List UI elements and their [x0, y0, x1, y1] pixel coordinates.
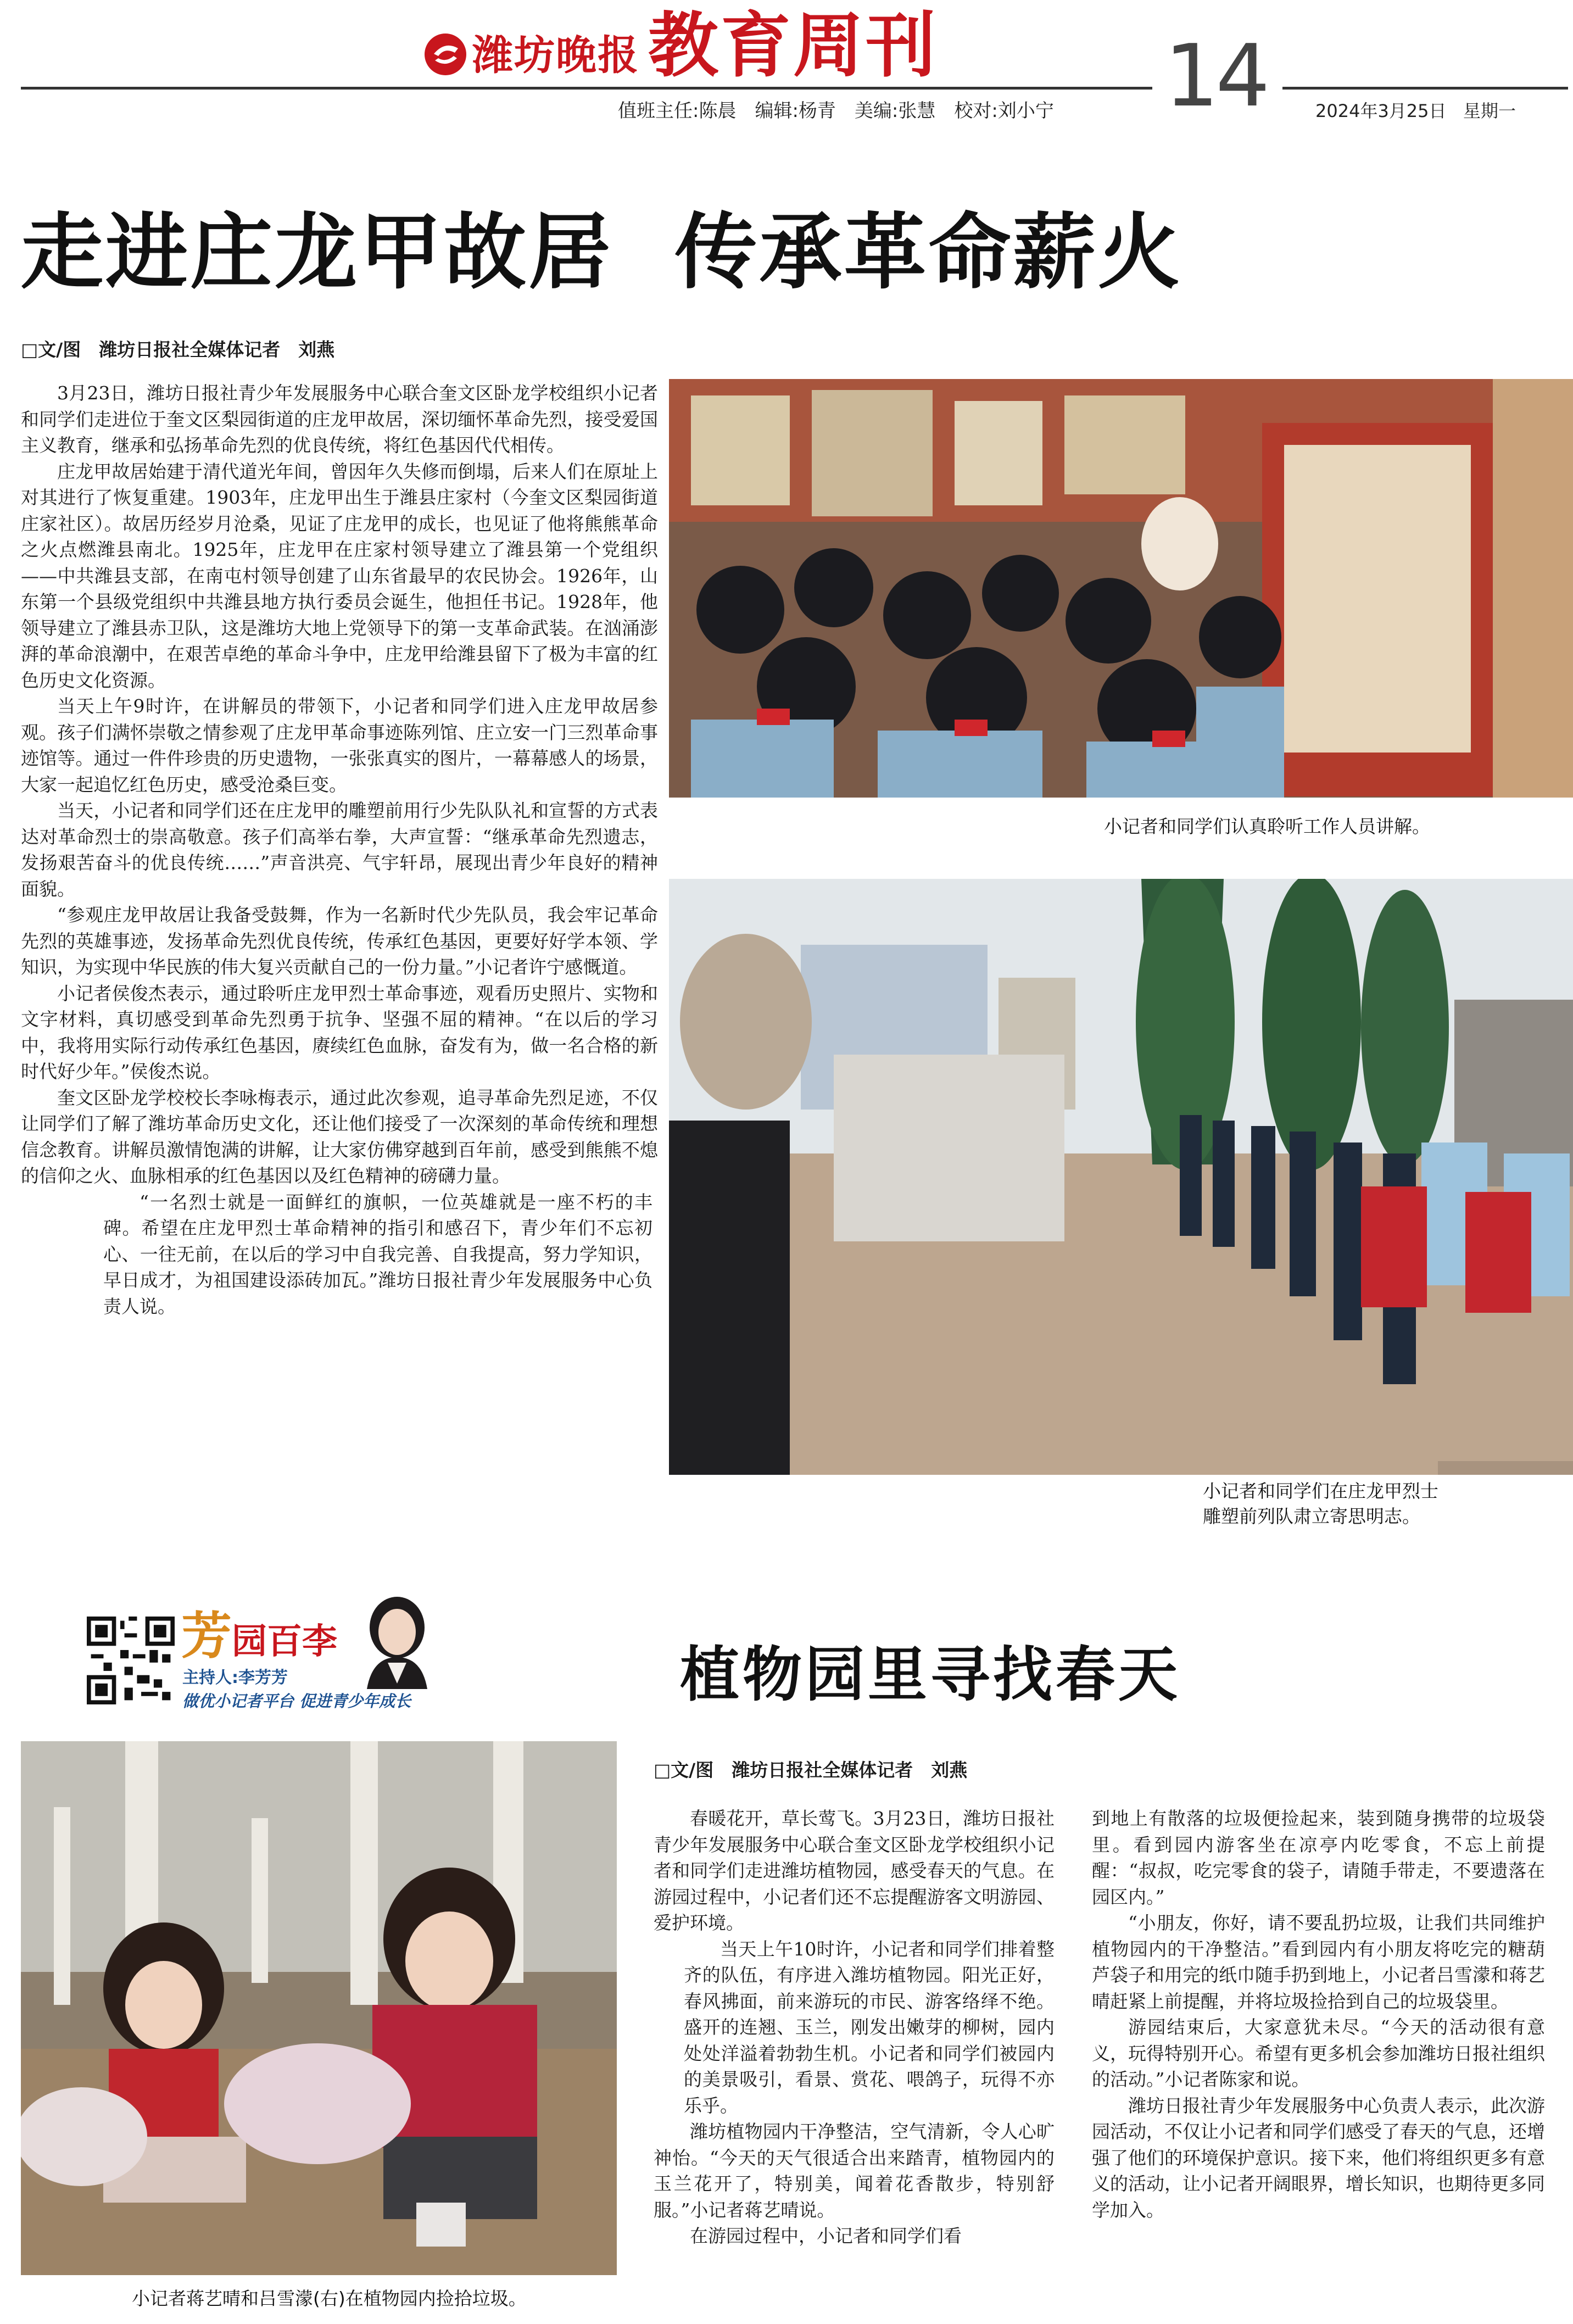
photo1-caption: 小记者和同学们认真聆听工作人员讲解。 [1104, 816, 1430, 837]
article1-body [21, 380, 658, 1479]
weekday-text: 星期一 [1463, 101, 1516, 121]
column-host: 主持人:李芳芳 [182, 1668, 288, 1687]
article1-headline: 走进庄龙甲故居 传承革命薪火 [21, 205, 1182, 300]
article1-paragraph: 奎文区卧龙学校校长李咏梅表示，通过此次参观，追寻革命先烈足迹，不仅让同学们了解了潍坊革命历史文化，还让他们接受了一次深刻的革命传统和理想信念教育。讲解员激情饱满的讲解，让大家仿佛穿越到百年前，感受到熊熊不熄的信仰之火、血脉相承的红色基因以及红色精神的磅礴力量。 [21, 1086, 658, 1186]
date-text: 2024年3月25日 [1315, 101, 1447, 121]
article1-paragraph: 小记者侯俊杰表示，通过聆听庄龙甲烈士革命事迹，观看历史照片、实物和文字材料，真切感受到革命先烈勇于抗争、坚强不屈的精神。“在以后的学习中，我将用实际行动传承红色基因，赓续红色血脉，奋发有为，做一名合格的新时代好少年。”侯俊杰说。 [21, 982, 658, 1082]
article2-paragraph: 潍坊植物园内干净整洁，空气清新，令人心旷神怡。“今天的天气很适合出来踏青，植物园内的玉兰花开了，特别美，闻着花香散步，特别舒服。”小记者蒋艺晴说。 [654, 2121, 1055, 2221]
issue-date [1315, 98, 1516, 124]
article1-paragraph: 当天上午9时许，在讲解员的带领下，小记者和同学们进入庄龙甲故居参观。孩子们满怀崇敬之情参观了庄龙甲革命事迹陈列馆、庄立安一门三烈革命事迹馆等。通过一件件珍贵的历史遗物，一张张真实的图片，一幕幕感人的场景，大家一起追忆红色历史，感受沧桑巨变。 [21, 695, 658, 795]
column-title [181, 1606, 337, 1672]
column-slogan: 做优小记者平台 促进青少年成长 [182, 1692, 411, 1710]
article2-headline: 植物园里寻找春天 [680, 1641, 1181, 1709]
host-avatar [361, 1596, 433, 1689]
article2-paragraph: 潍坊日报社青少年发展服务中心负责人表示，此次游园活动，不仅让小记者和同学们感受了春天的气息，还增强了他们的环境保护意识。接下来，他们将组织更多有意义的活动，让小记者开阔眼界，增长知识，也期待更多同学加入。 [1092, 2094, 1545, 2221]
qr-code-icon [87, 1617, 175, 1704]
column-banner [77, 1596, 439, 1722]
article1-byline: □文/图 潍坊日报社全媒体记者 刘燕 [21, 339, 335, 360]
statue-photo-illustration [669, 879, 1573, 1475]
garden-photo-illustration [21, 1741, 617, 2275]
masthead-rule [21, 87, 1152, 90]
photo2-caption-line2: 雕塑前列队肃立寄思明志。 [1203, 1506, 1420, 1527]
article2-byline: □文/图 潍坊日报社全媒体记者 刘燕 [654, 1759, 968, 1781]
article1-paragraph: 当天，小记者和同学们还在庄龙甲的雕塑前用行少先队队礼和宣誓的方式表达对革命烈士的崇高敬意。孩子们高举右拳，大声宣誓：“继承革命先烈遗志，发扬艰苦奋斗的优良传统……”声音洪亮、气宇轩昂，展现出青少年良好的精神面貌。 [21, 800, 658, 900]
article2-paragraph: “小朋友，你好，请不要乱扔垃圾，让我们共同维护植物园内的干净整洁。”看到园内有小朋友将吃完的糖葫芦袋子和用完的纸巾随手扔到地上，小记者吕雪濛和蒋艺晴赶紧上前提醒，并将垃圾捡拾到自己的垃圾袋里。 [1092, 1912, 1545, 2012]
article2-paragraph: 当天上午10时许，小记者和同学们排着整齐的队伍，有序进入潍坊植物园。阳光正好，春风拂面，前来游玩的市民、游客络绎不绝。盛开的连翘、玉兰，刚发出嫩芽的柳树，园内处处洋溢着勃勃生机。小记者和同学们被园内的美景吸引，看景、赏花、喂鸽子，玩得不亦乐乎。 [684, 1938, 1055, 2116]
paper-logo-icon [423, 32, 468, 77]
photo2-caption [1203, 1479, 1438, 1529]
paper-name: 潍坊晚报 [472, 32, 639, 79]
section-title: 教育周刊 [648, 4, 939, 87]
column-title-char: 芳 [181, 1606, 232, 1665]
article1-paragraph: “参观庄龙甲故居让我备受鼓舞，作为一名新时代少先队员，我会牢记革命先烈的英雄事迹，发扬革命先烈优良传统，传承红色基因，更要好好学本领、学知识，为实现中华民族的伟大复兴贡献自己的一份力量。”小记者许宁感慨道。 [21, 904, 658, 978]
photo-statue-ceremony [669, 879, 1573, 1475]
museum-photo-illustration [669, 379, 1573, 798]
article2-paragraph: 在游园过程中，小记者和同学们看 [690, 2225, 962, 2247]
column-title-rest: 园百李 [232, 1621, 338, 1662]
article2-column-2 [1092, 1805, 1545, 2305]
photo2-caption-line1: 小记者和同学们在庄龙甲烈士 [1203, 1480, 1438, 1502]
editor-credits: 值班主任:陈晨 编辑:杨青 美编:张慧 校对:刘小宁 [618, 100, 1054, 122]
article1-paragraph: 庄龙甲故居始建于清代道光年间，曾因年久失修而倒塌，后来人们在原址上对其进行了恢复重建。1903年，庄龙甲出生于潍县庄家村（今奎文区梨园街道庄家社区）。故居历经岁月沧桑，见证了庄龙甲的成长，也见证了他将熊熊革命之火点燃潍县南北。1925年，庄龙甲在庄家村领导建立了潍县第一个党组织——中共潍县支部，在南屯村领导创建了山东省最早的农民协会。1926年，山东第一个县级党组织中共潍县地方执行委员会诞生，他担任书记。1928年，他领导建立了潍县赤卫队，这是潍坊大地上党领导下的第一支革命武装。在汹涌澎湃的革命浪潮中，在艰苦卓绝的革命斗争中，庄龙甲给潍县留下了极为丰富的红色历史文化资源。 [21, 460, 658, 691]
masthead-rule-right [1282, 87, 1568, 90]
page-number: 14 [1164, 26, 1267, 126]
article2-column-1 [654, 1805, 1055, 2305]
article2-paragraph: 游园结束后，大家意犹未尽。“今天的活动很有意义，玩得特别开心。希望有更多机会参加潍坊日报社组织的活动。”小记者陈家和说。 [1092, 2016, 1545, 2090]
article2-paragraph: 春暖花开，草长莺飞。3月23日，潍坊日报社青少年发展服务中心联合奎文区卧龙学校组织小记者和同学们走进潍坊植物园，感受春天的气息。在游园过程中，小记者们还不忘提醒游客文明游园、爱护环境。 [654, 1808, 1055, 1933]
photo-museum-lecture [669, 379, 1573, 798]
article1-paragraph: “一名烈士就是一面鲜红的旗帜，一位英雄就是一座不朽的丰碑。希望在庄龙甲烈士革命精神的指引和感召下，青少年们不忘初心、一往无前，在以后的学习中自我完善、自我提高，努力学知识，早日成才，为祖国建设添砖加瓦。”潍坊日报社青少年发展服务中心负责人说。 [103, 1191, 652, 1317]
article1-paragraph: 3月23日，潍坊日报社青少年发展服务中心联合奎文区卧龙学校组织小记者和同学们走进位于奎文区梨园街道的庄龙甲故居，深切缅怀革命先烈，接受爱国主义教育，继承和弘扬革命先烈的优良传统，将红色基因代代相传。 [21, 382, 658, 456]
article2-paragraph-continued: 到地上有散落的垃圾便捡起来，装到随身携带的垃圾袋里。看到园内游客坐在凉亭内吃零食，不忘上前提醒：“叔叔，吃完零食的袋子，请随手带走，不要遗落在园区内。” [1092, 1808, 1545, 1908]
photo3-caption: 小记者蒋艺晴和吕雪濛(右)在植物园内捡拾垃圾。 [132, 2288, 527, 2309]
masthead [0, 0, 1573, 137]
photo-garden-cleanup [21, 1741, 617, 2275]
